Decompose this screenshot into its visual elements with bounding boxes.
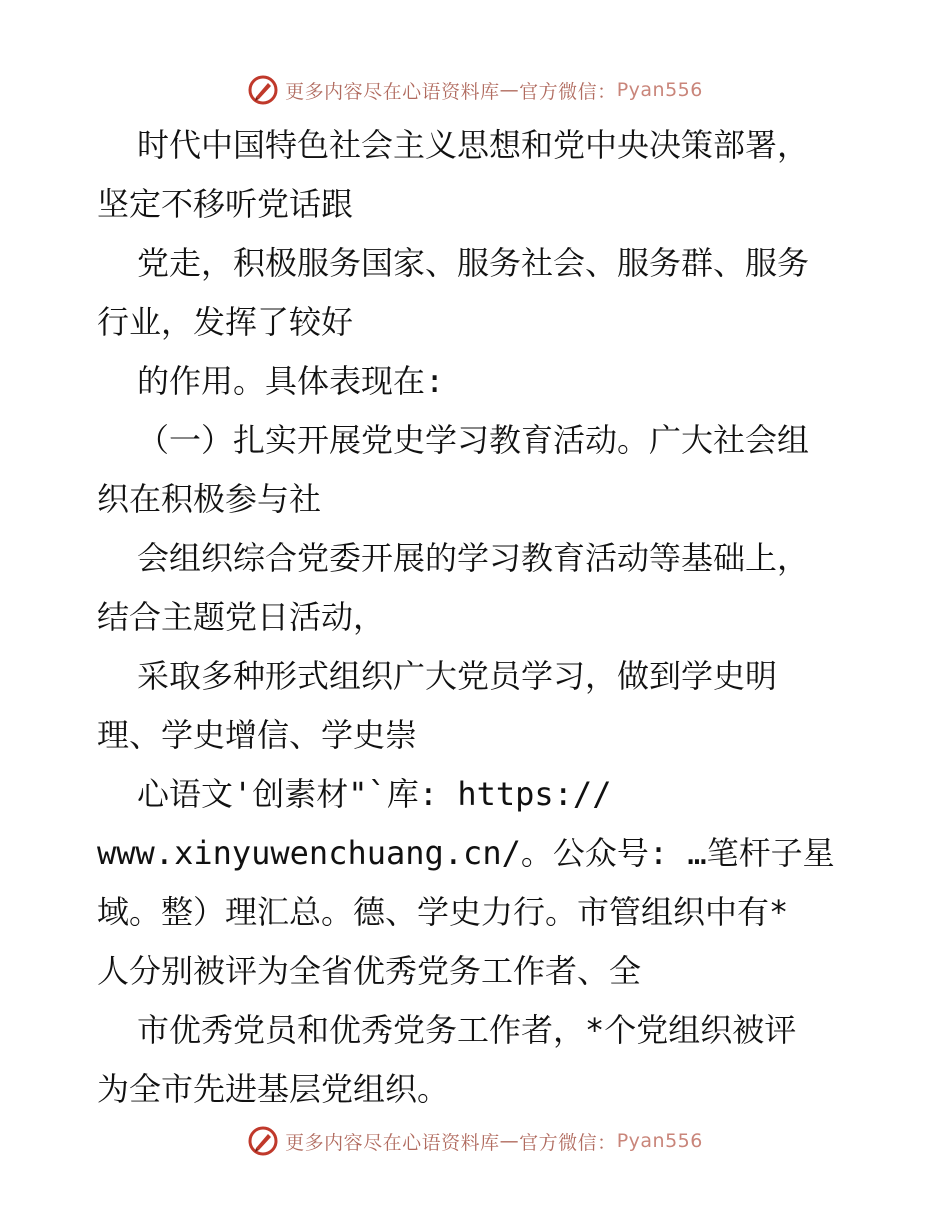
footer-banner: [0, 1121, 950, 1161]
text-line: 为全市先进基层党组织。: [97, 1070, 450, 1108]
banner-contact-id: Pyan556: [616, 1130, 703, 1152]
text-line: 坚定不移听党话跟: [97, 185, 354, 223]
pen-logo-icon: [247, 1125, 279, 1157]
banner-title: 更多内容尽在心语资料库: [285, 1131, 500, 1154]
text-line: 心语文'创素材"`库: https://: [137, 775, 612, 813]
text-line: 织在积极参与社: [97, 480, 322, 518]
banner-separator: —: [499, 79, 520, 101]
header-banner: [0, 70, 950, 110]
text-line: 党走，积极服务国家、服务社会、服务群、服务: [137, 244, 810, 282]
text-line: 人分别被评为全省优秀党务工作者、全: [97, 952, 642, 990]
text-line: 理、学史增信、学史崇: [97, 716, 418, 754]
text-line: www.xinyuwenchuang.cn/。公众号: …笔杆子星: [97, 834, 835, 872]
banner-contact-id: Pyan556: [616, 79, 703, 101]
banner-contact-label: 官方微信：: [519, 80, 617, 103]
body-text: [97, 116, 857, 1119]
text-line: 市优秀党员和优秀党务工作者，*个党组织被评: [137, 1011, 797, 1049]
text-line: 的作用。具体表现在:: [137, 362, 445, 400]
text-line: 域。整）理汇总。德、学史力行。市管组织中有*: [97, 893, 789, 931]
banner-contact-label: 官方微信：: [519, 1131, 617, 1154]
pen-logo-icon: [247, 74, 279, 106]
text-line: 会组织综合党委开展的学习教育活动等基础上，: [137, 539, 810, 577]
text-line: 采取多种形式组织广大党员学习，做到学史明: [137, 657, 778, 695]
banner-separator: —: [499, 1130, 520, 1152]
text-line: 结合主题党日活动，: [97, 598, 386, 636]
banner-title: 更多内容尽在心语资料库: [285, 80, 500, 103]
text-line: 时代中国特色社会主义思想和党中央决策部署，: [137, 126, 810, 164]
text-line: 行业，发挥了较好: [97, 303, 354, 341]
text-line: （一）扎实开展党史学习教育活动。广大社会组: [137, 421, 810, 459]
